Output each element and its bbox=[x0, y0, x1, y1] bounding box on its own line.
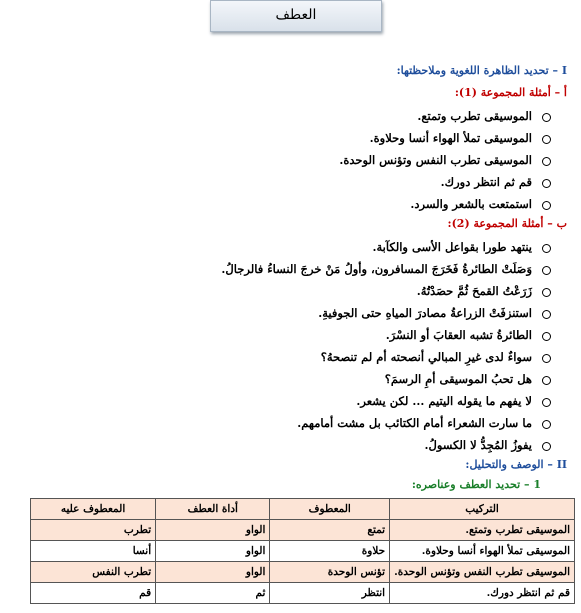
bullet-icon bbox=[542, 179, 551, 188]
table-cell: الواو bbox=[156, 562, 270, 583]
list-item: استمتعت بالشعر والسرد. bbox=[410, 197, 551, 211]
list-item: الموسيقى تملأ الهواء أنسا وحلاوة. bbox=[370, 131, 551, 145]
table-cell: تطرب النفس bbox=[31, 562, 156, 583]
section-number-2: II bbox=[556, 458, 567, 471]
table-row bbox=[31, 541, 575, 562]
list-item: الموسيقى تطرب النفس وتؤنس الوحدة. bbox=[339, 153, 551, 167]
list-item: زَرَعْتُ القمحَ ثُمَّ حصَدْتُهُ. bbox=[417, 284, 551, 298]
list-item: ينتهد طورا بقواعل الأسى والكآبة. bbox=[372, 240, 551, 254]
bullet-icon bbox=[542, 376, 551, 385]
table-row bbox=[31, 520, 575, 541]
list-item: لا يفهم ما يقوله اليتيم ... لكن يشعر. bbox=[356, 394, 551, 408]
table-row bbox=[31, 583, 575, 604]
bullet-icon bbox=[542, 244, 551, 253]
table-row bbox=[31, 562, 575, 583]
bullet-icon bbox=[542, 135, 551, 144]
section-heading-1-text: – تحديد الظاهرة اللغوية وملاحظتها: bbox=[396, 64, 562, 77]
table-cell: قم ثم انتظر دورك. bbox=[390, 583, 575, 604]
table-cell: الموسيقى تطرب النفس وتؤنس الوحدة. bbox=[390, 562, 575, 583]
column-header: أداة العطف bbox=[156, 499, 270, 520]
table-cell: قم bbox=[31, 583, 156, 604]
bullet-icon bbox=[542, 420, 551, 429]
bullet-icon bbox=[542, 266, 551, 275]
bullet-icon bbox=[542, 201, 551, 210]
list-item: ما سارت الشعراء أمام الكتائب بل مشت أمامهم. bbox=[297, 416, 551, 430]
table-cell: تطرب bbox=[31, 520, 156, 541]
bullet-icon bbox=[542, 442, 551, 451]
page-title: العطف bbox=[210, 0, 382, 32]
section-heading-2 bbox=[465, 458, 567, 471]
bullet-icon bbox=[542, 398, 551, 407]
table-cell: الموسيقى تطرب وتمتع. bbox=[390, 520, 575, 541]
column-header: المعطوف عليه bbox=[31, 499, 156, 520]
table-cell: الواو bbox=[156, 520, 270, 541]
bullet-icon bbox=[542, 332, 551, 341]
subsection-heading-1: 1 – تحديد العطف وعناصره: bbox=[411, 478, 541, 491]
table-header-row bbox=[31, 499, 575, 520]
table-cell: حلاوة bbox=[270, 541, 390, 562]
list-item: الموسيقى تطرب وتمتع. bbox=[417, 109, 551, 123]
table-cell: تمتع bbox=[270, 520, 390, 541]
bullet-icon bbox=[542, 354, 551, 363]
bullet-icon bbox=[542, 157, 551, 166]
column-header: التركيب bbox=[390, 499, 575, 520]
bullet-icon bbox=[542, 310, 551, 319]
analysis-table bbox=[30, 498, 575, 604]
column-header: المعطوف bbox=[270, 499, 390, 520]
list-item: هل تحبُ الموسيقى أمِ الرسمَ؟ bbox=[385, 372, 551, 386]
table-cell: انتظر bbox=[270, 583, 390, 604]
list-item: يفوزُ المُجِدُّ لا الكسولُ. bbox=[425, 438, 552, 452]
list-item: استنزفَتْ الزراعةُ مصادرَ المياهِ حتى الجوفيةِ. bbox=[318, 306, 551, 320]
bullet-icon bbox=[542, 288, 551, 297]
section-number-1: I bbox=[561, 64, 567, 77]
section-heading-1 bbox=[397, 64, 567, 77]
group-1-heading: أ – أمثلة المجموعة (1): bbox=[454, 86, 567, 99]
list-item: قم ثم انتظر دورك. bbox=[441, 175, 551, 189]
table-cell: أنسا bbox=[31, 541, 156, 562]
table-cell: الواو bbox=[156, 541, 270, 562]
list-item: الطائرةُ تشبه العقابَ أو النسْرَ. bbox=[386, 328, 551, 342]
table-cell: تؤنس الوحدة bbox=[270, 562, 390, 583]
bullet-icon bbox=[542, 113, 551, 122]
list-item: سواءٌ لدى غيرِ المبالي أنصحته أم لم تنصحهُ؟ bbox=[321, 350, 551, 364]
section-heading-2-text: – الوصف والتحليل: bbox=[465, 458, 557, 471]
list-item: وَصَلَتْ الطائرةُ فَخَرَجَ المسافرون، وأولُ مَنْ خرجَ النساءُ فالرجالُ. bbox=[221, 262, 551, 276]
table-cell: ثم bbox=[156, 583, 270, 604]
table-cell: الموسيقى تملأ الهواء أنسا وحلاوة. bbox=[390, 541, 575, 562]
group-2-heading: ب – أمثلة المجموعة (2): bbox=[447, 217, 567, 230]
